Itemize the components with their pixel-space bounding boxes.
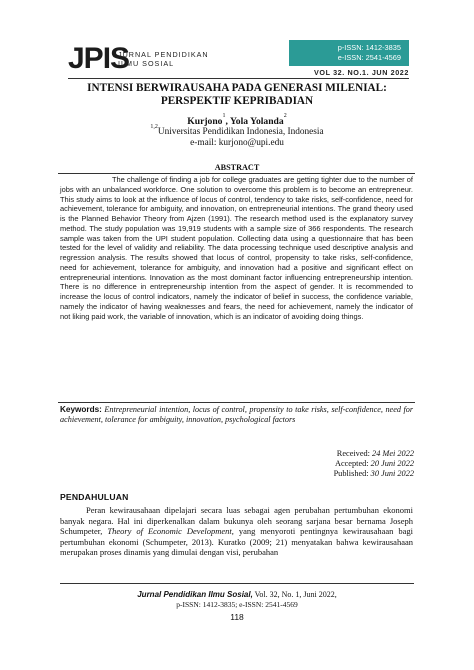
accepted-date xyxy=(200,459,414,469)
accepted-value: 20 Juni 2022 xyxy=(370,459,414,469)
email: e-mail: kurjono@upi.edu xyxy=(190,138,284,148)
journal-logo-mark: JPIS xyxy=(68,42,130,75)
logo-line-2: ILMU SOSIAL xyxy=(118,59,175,68)
keywords-label: Keywords: xyxy=(60,405,102,414)
footer-divider xyxy=(60,583,414,584)
journal-logo-text xyxy=(118,50,209,68)
body-paragraph xyxy=(60,505,413,558)
footer-issn: p-ISSN: 1412-3835; e-ISSN: 2541-4569 xyxy=(176,600,298,609)
affiliation xyxy=(60,124,414,138)
title-line-2: PERSPEKTIF KEPRIBADIAN xyxy=(160,95,314,107)
body-paragraph-part-1: Peran kewirausahaan dipelajari secara luas sebagai agen perubahan pertumbuhan ekonomi banyak negara. Hal ini diperkenalkan dalam bukunya oleh seorang sarjana besar bernama Joseph Schumpeter, xyxy=(60,505,413,537)
published-date xyxy=(200,469,414,479)
received-date xyxy=(200,449,414,459)
keywords xyxy=(60,405,413,426)
article-title xyxy=(60,82,414,108)
received-value: 24 Mei 2022 xyxy=(372,449,414,458)
author-separator: , xyxy=(225,116,230,127)
body-paragraph-part-2: , yang menyoroti pentingnya kewirausahaan bagi pertumbuhan ekonomi (Schumpeter, 2013). Kuratko (2009; 21) menyatakan bahwa kewirausahaan merupakan proses dinamis yang dimulai dengan visi, perubahan xyxy=(60,526,413,558)
logo-line-1: JURNAL PENDIDIKAN xyxy=(118,50,209,59)
issn-banner xyxy=(289,40,409,66)
accepted-label: Accepted: xyxy=(334,459,371,469)
author-2-sup: 2 xyxy=(283,113,287,119)
page-number: 118 xyxy=(230,612,244,622)
article-dates xyxy=(200,449,414,480)
received-label: Received: xyxy=(336,449,373,458)
author-1: Kurjono xyxy=(187,116,223,127)
author-1-sup: 1 xyxy=(222,113,226,119)
footer-journal-name: Jurnal Pendidikan Ilmu Sosial, xyxy=(137,590,253,599)
author-2: Yola Yolanda xyxy=(229,116,284,127)
section-heading: PENDAHULUAN xyxy=(60,492,129,502)
abstract-heading: ABSTRACT xyxy=(214,163,260,172)
header-divider xyxy=(68,78,409,79)
volume-info: VOL 32. NO.1. JUN 2022 xyxy=(314,68,409,77)
body-paragraph-italic: Theory of Economic Development xyxy=(107,526,232,537)
footer-volume: Vol. 32, No. 1, Juni 2022, xyxy=(252,590,337,599)
abstract-text: The challenge of finding a job for college graduates are getting tighter due to the number of jobs with an unbalanced workforce. One solution to overcome this problem is to become an entrepreneur. This study aims to look at the influence of locus of control, tendency to take risks, self-confidence, need for achievement, tolerance for ambiguity, and innovation, on entrepreneurial intentions. The grand theory used is the Planned Behavior Theory from Ajzen (1991). The research method used is the explanatory survey method. The study population was 19,919 students with a sample size of 366 respondents. The research sample was taken from the UPI student population. Collecting data using a questionnaire that has been tested for the level of validity and reliability. The data processing technique used descriptive analysis and regression analysis. The results showed that locus of control, propensity to take risks, self-confidence, need for achievement, tolerance for ambiguity, and innovation had a positive and significant effect on entrepreneurial intentions. Innovation as the most dominant factor influencing entrepreneurship intention. There is no difference in entrepreneurship intention from the aspect of gender. It is recommended to increase the locus of control indicators, namely the indicator of belief in success, the confidence variable, namely the indicator of having weaknesses and fears, the need for achievement, namely the indicator of not liking paid work, the variable of innovation, which is an indicator of avoiding doing things. xyxy=(60,175,413,321)
affiliation-sup: 1,2 xyxy=(150,124,158,130)
e-issn: e-ISSN: 2541-4569 xyxy=(337,53,401,62)
p-issn: p-ISSN: 1412-3835 xyxy=(337,43,401,52)
footer-journal xyxy=(60,590,414,600)
title-line-1: INTENSI BERWIRAUSAHA PADA GENERASI MILENIAL: xyxy=(87,82,387,94)
published-value: 30 Juni 2022 xyxy=(370,469,414,479)
keywords-value: Entrepreneurial intention, locus of control, propensity to take risks, self-confidence, need for achievement, tolerance for ambiguity, innovation, psychological factors xyxy=(60,405,414,425)
affiliation-text: Universitas Pendidikan Indonesia, Indonesia xyxy=(157,127,324,137)
published-label: Published: xyxy=(333,469,371,479)
